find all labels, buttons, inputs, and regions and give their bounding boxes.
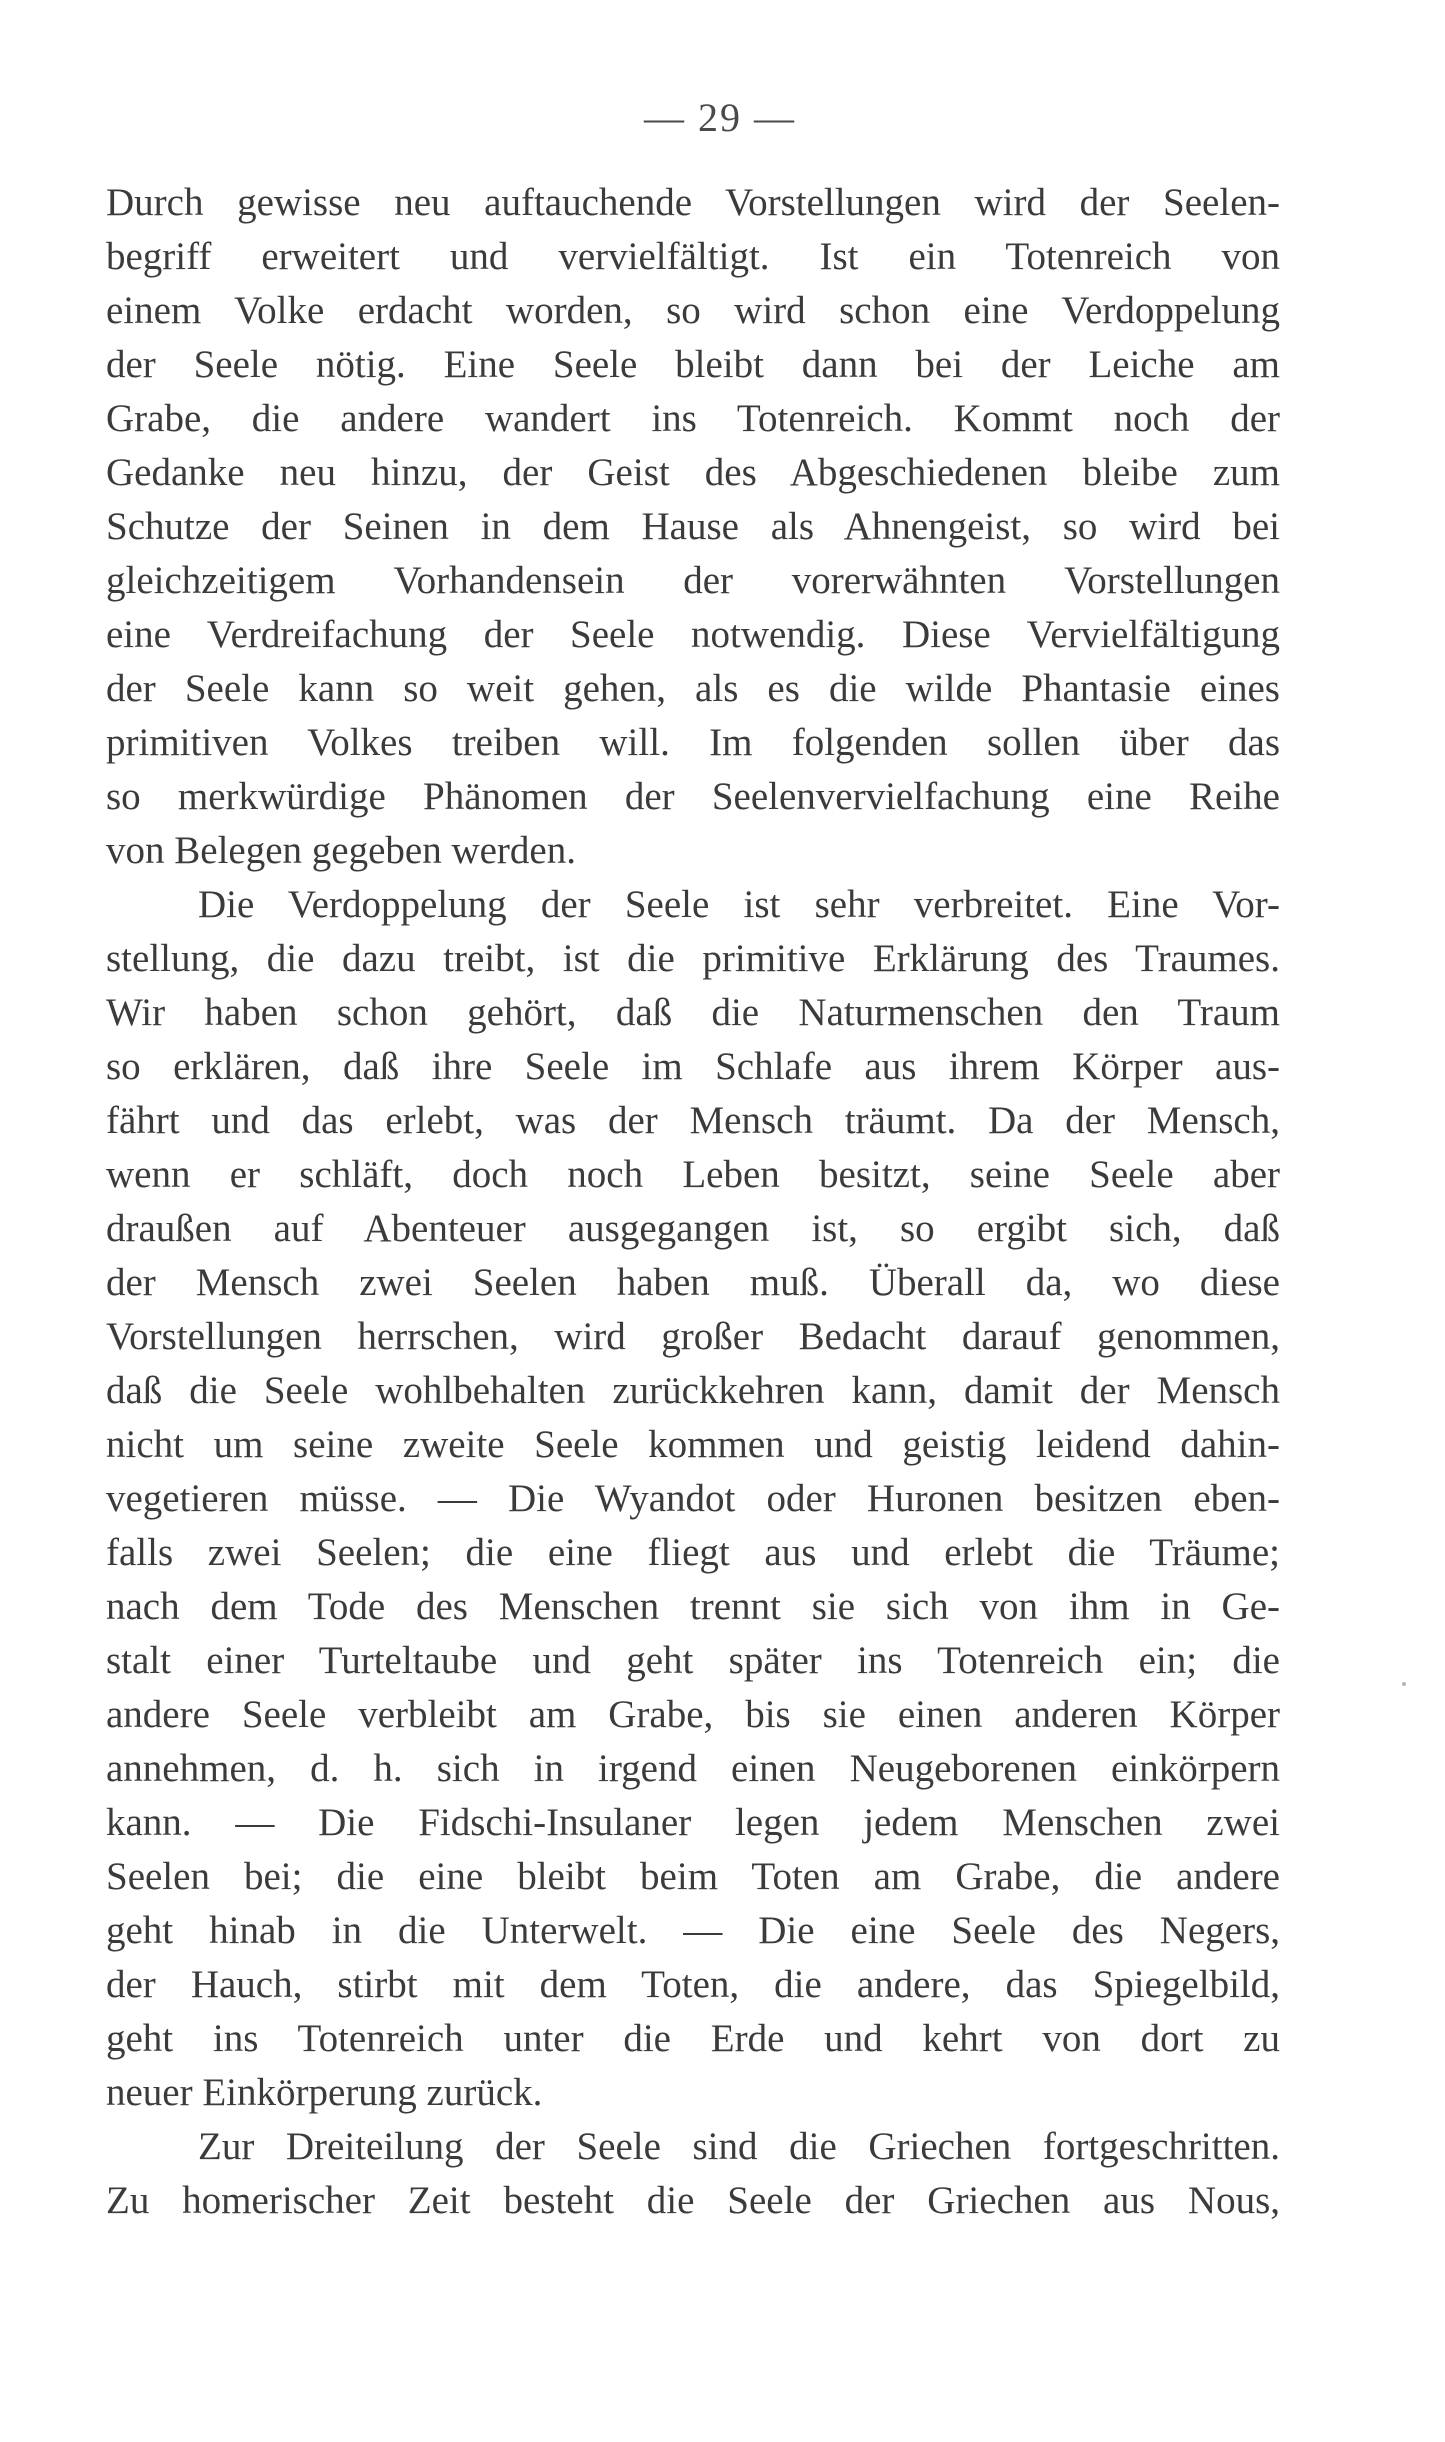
text-line: Zur Dreiteilung der Seele sind die Griechen fortgeschritten.: [198, 2125, 1280, 2168]
text-line: der Mensch zwei Seelen haben muß. Überall da, wo diese: [106, 1261, 1280, 1304]
text-line: geht ins Totenreich unter die Erde und kehrt von dort zu: [106, 2017, 1280, 2060]
text-line: nach dem Tode des Menschen trennt sie sich von ihm in Ge-: [106, 1585, 1280, 1628]
text-line: so erklären, daß ihre Seele im Schlafe aus ihrem Körper aus-: [106, 1045, 1280, 1088]
text-line: Vorstellungen herrschen, wird großer Bedacht darauf genommen,: [106, 1315, 1280, 1358]
text-line: stalt einer Turteltaube und geht später ins Totenreich ein; die: [106, 1639, 1280, 1682]
text-line: stellung, die dazu treibt, ist die primitive Erklärung des Traumes.: [106, 937, 1280, 980]
text-line: Die Verdoppelung der Seele ist sehr verbreitet. Eine Vor-: [198, 883, 1280, 926]
text-line: eine Verdreifachung der Seele notwendig. Diese Vervielfältigung: [106, 613, 1280, 656]
text-line: wenn er schläft, doch noch Leben besitzt, seine Seele aber: [106, 1153, 1280, 1196]
text-line: geht hinab in die Unterwelt. — Die eine Seele des Negers,: [106, 1909, 1280, 1952]
text-line: von Belegen gegeben werden.: [106, 829, 576, 872]
text-line: Gedanke neu hinzu, der Geist des Abgeschiedenen bleibe zum: [106, 451, 1280, 494]
paragraph-1: [106, 176, 1280, 878]
text-line: daß die Seele wohlbehalten zurückkehren kann, damit der Mensch: [106, 1369, 1280, 1412]
text-line: Schutze der Seinen in dem Hause als Ahnengeist, so wird bei: [106, 505, 1280, 548]
text-line: nicht um seine zweite Seele kommen und geistig leidend dahin-: [106, 1423, 1280, 1466]
paragraph-2: [106, 878, 1280, 2120]
text-line: Durch gewisse neu auftauchende Vorstellungen wird der Seelen-: [106, 181, 1280, 224]
text-line: draußen auf Abenteuer ausgegangen ist, so ergibt sich, daß: [106, 1207, 1280, 1250]
text-line: der Seele kann so weit gehen, als es die wilde Phantasie eines: [106, 667, 1280, 710]
text-line: Wir haben schon gehört, daß die Naturmenschen den Traum: [106, 991, 1280, 1034]
text-line: falls zwei Seelen; die eine fliegt aus und erlebt die Träume;: [106, 1531, 1280, 1574]
text-line: Grabe, die andere wandert ins Totenreich. Kommt noch der: [106, 397, 1280, 440]
paper-speck: [1402, 1682, 1406, 1686]
text-line: annehmen, d. h. sich in irgend einen Neugeborenen einkörpern: [106, 1747, 1280, 1790]
page-number: — 29 —: [644, 95, 796, 140]
text-line: primitiven Volkes treiben will. Im folgenden sollen über das: [106, 721, 1280, 764]
text-line: fährt und das erlebt, was der Mensch träumt. Da der Mensch,: [106, 1099, 1280, 1142]
text-line: so merkwürdige Phänomen der Seelenvervielfachung eine Reihe: [106, 775, 1280, 818]
text-line: der Seele nötig. Eine Seele bleibt dann bei der Leiche am: [106, 343, 1280, 386]
text-line: gleichzeitigem Vorhandensein der vorerwähnten Vorstellungen: [106, 559, 1280, 602]
text-line: vegetieren müsse. — Die Wyandot oder Huronen besitzen eben-: [106, 1477, 1280, 1520]
text-line: andere Seele verbleibt am Grabe, bis sie einen anderen Körper: [106, 1693, 1280, 1736]
text-line: neuer Einkörperung zurück.: [106, 2071, 543, 2114]
text-line: Zu homerischer Zeit besteht die Seele der Griechen aus Nous,: [106, 2179, 1280, 2222]
text-line: der Hauch, stirbt mit dem Toten, die andere, das Spiegelbild,: [106, 1963, 1280, 2006]
paragraph-3: [106, 2120, 1280, 2228]
text-line: Seelen bei; die eine bleibt beim Toten am Grabe, die andere: [106, 1855, 1280, 1898]
text-line: begriff erweitert und vervielfältigt. Ist ein Totenreich von: [106, 235, 1280, 278]
text-line: kann. — Die Fidschi-Insulaner legen jedem Menschen zwei: [106, 1801, 1280, 1844]
text-line: einem Volke erdacht worden, so wird schon eine Verdoppelung: [106, 289, 1280, 332]
body-text: [106, 176, 1280, 2228]
